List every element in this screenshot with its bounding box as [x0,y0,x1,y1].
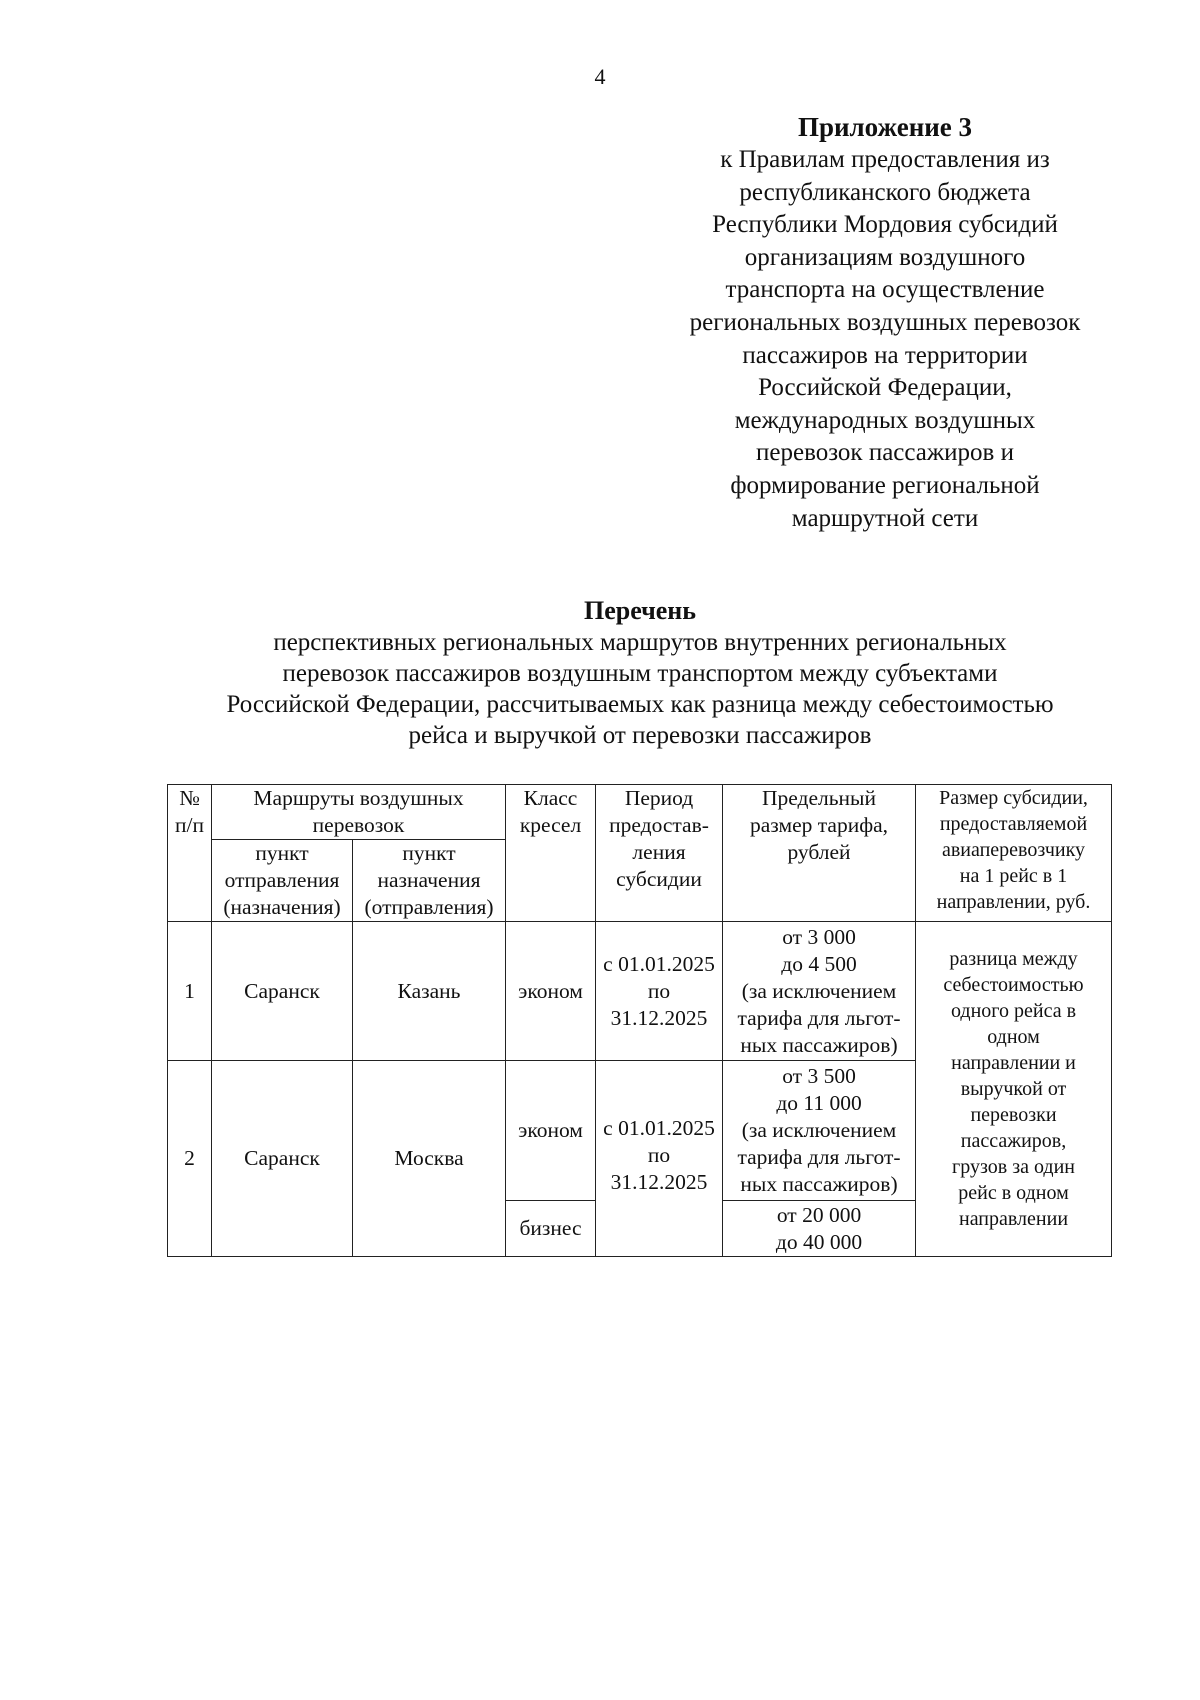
row-departure: Саранск [212,1061,353,1257]
header-period: Период предостав- ления субсидии [596,785,723,922]
row-tariff: от 3 500 до 11 000 (за исключением тарифа для льгот- ных пассажиров) [723,1061,916,1201]
header-destination: пункт назначения (отправления) [353,840,506,922]
header-subsidy: Размер субсидии, предоставляемой авиаперевозчику на 1 рейс в 1 направлении, руб. [916,785,1112,922]
table-row [168,922,1112,1061]
header-seat-class: Класс кресел [506,785,596,922]
subsidy-text: разница между себестоимостью одного рейса в одном направлении и выручкой от перевозки пассажиров, грузов за один рейс в одном направлении [916,922,1112,1257]
row-seat-class: эконом [506,922,596,1061]
header-routes: Маршруты воздушных перевозок [212,785,506,840]
page-number: 4 [594,64,606,89]
list-subtitle: перспективных региональных маршрутов внутренних региональных перевозок пассажиров воздушным транспортом между субъектами Российской Федерации, рассчитываемых как разница между себестоимостью рейса и выручкой от перевозки пассажиров [226,629,1054,749]
appendix-block [640,110,1130,535]
row-destination: Казань [353,922,506,1061]
routes-table [167,784,1112,1257]
header-num: № п/п [168,785,212,922]
row-departure: Саранск [212,922,353,1061]
row-tariff: от 3 000 до 4 500 (за исключением тарифа для льгот- ных пассажиров) [723,922,916,1061]
header-tariff: Предельный размер тарифа, рублей [723,785,916,922]
row-tariff-2: от 20 000 до 40 000 [723,1201,916,1257]
row-seat-class-2: бизнес [506,1201,596,1257]
row-destination: Москва [353,1061,506,1257]
row-seat-class: эконом [506,1061,596,1201]
row-period: с 01.01.2025 по 31.12.2025 [596,922,723,1061]
appendix-title: Приложение 3 [797,112,973,142]
row-num: 2 [168,1061,212,1257]
header-departure: пункт отправления (назначения) [212,840,353,922]
list-heading [130,595,1150,751]
row-num: 1 [168,922,212,1061]
list-title: Перечень [583,596,697,625]
appendix-text: к Правилам предоставления из республиканского бюджета Республики Мордовия субсидий организациям воздушного транспорта на осуществление региональных воздушных перевозок пассажиров на территории Российской Федерации, международных воздушных перевозок пассажиров и формирование региональной маршрутной сети [689,146,1081,532]
row-period: с 01.01.2025 по 31.12.2025 [596,1061,723,1257]
